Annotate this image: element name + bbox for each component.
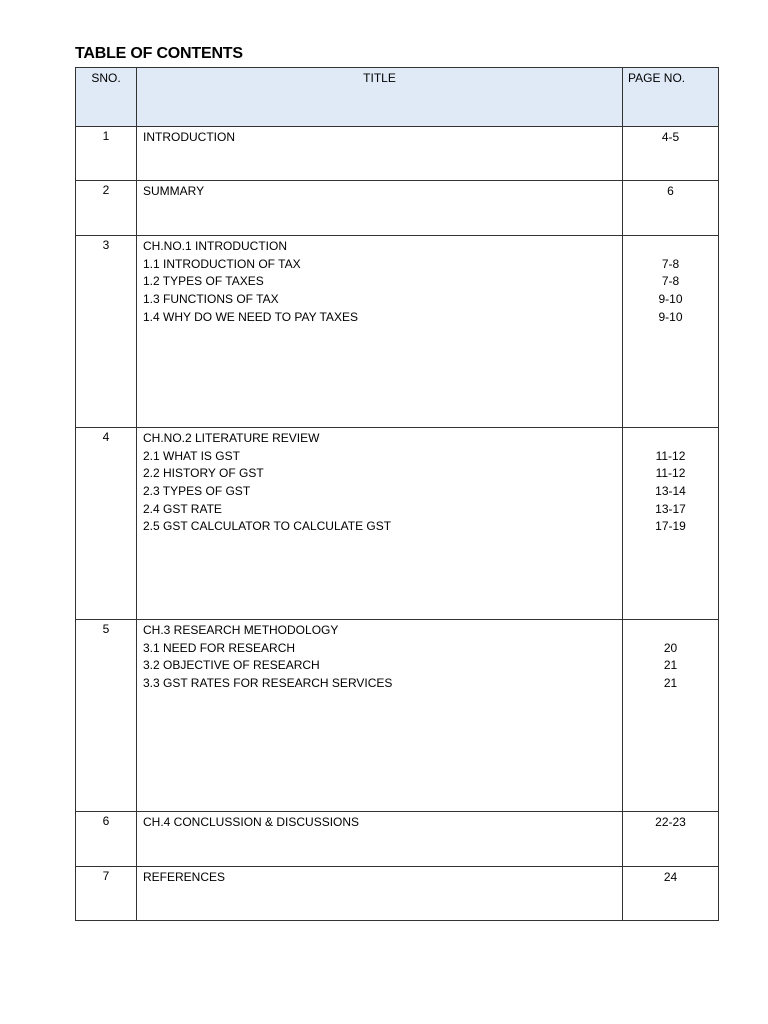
row-title — [137, 236, 623, 428]
entry-title: SUMMARY — [143, 184, 205, 198]
row-sno: 1 — [76, 127, 137, 181]
page-number: 6 — [667, 184, 674, 198]
row-sno: 7 — [76, 867, 137, 921]
page-number: 17-19 — [655, 519, 686, 534]
row-sno: 2 — [76, 181, 137, 236]
row-title — [137, 867, 623, 921]
page-number: 13-14 — [655, 484, 686, 499]
page-number: 11-12 — [655, 466, 686, 481]
row-title — [137, 181, 623, 236]
title-column-header: TITLE — [137, 68, 623, 127]
page-number: 24 — [663, 870, 678, 884]
row-title — [137, 428, 623, 620]
page-column-header: PAGE NO. — [623, 68, 719, 127]
sub-entry-title: 2.1 WHAT IS GST — [143, 448, 240, 463]
page-number: 4-5 — [661, 130, 680, 144]
row-title — [137, 812, 623, 867]
entry-title: REFERENCES — [143, 870, 226, 884]
page-number: 11-12 — [655, 448, 686, 463]
table-row — [76, 620, 719, 812]
row-sno: 3 — [76, 236, 137, 428]
entry-title: CH.4 CONCLUSSION & DISCUSSIONS — [143, 815, 360, 829]
entry-title: CH.3 RESEARCH METHODOLOGY — [143, 623, 339, 637]
entry-title: CH.NO.2 LITERATURE REVIEW — [143, 431, 320, 445]
table-row — [76, 127, 719, 181]
sub-entry-title: 2.4 GST RATE — [143, 501, 222, 516]
table-row — [76, 812, 719, 867]
page-number: 13-17 — [655, 501, 686, 516]
page-number: 22-23 — [655, 815, 686, 829]
table-row — [76, 236, 719, 428]
row-sno: 6 — [76, 812, 137, 867]
row-page — [623, 428, 719, 620]
row-title — [137, 127, 623, 181]
sub-entry-title: 3.1 NEED FOR RESEARCH — [143, 640, 296, 655]
page-number: 21 — [663, 676, 678, 691]
table-row — [76, 867, 719, 921]
row-page — [623, 867, 719, 921]
row-page — [623, 620, 719, 812]
sno-column-header: SNO. — [76, 68, 137, 127]
page-number: 7-8 — [661, 256, 680, 271]
sub-entry-title: 1.4 WHY DO WE NEED TO PAY TAXES — [143, 309, 358, 324]
sub-entry-title: 2.3 TYPES OF GST — [143, 484, 251, 499]
header-row — [76, 68, 719, 127]
sub-entry-title: 3.3 GST RATES FOR RESEARCH SERVICES — [143, 676, 393, 691]
entry-title: INTRODUCTION — [143, 130, 235, 144]
sub-entry-title: 1.3 FUNCTIONS OF TAX — [143, 292, 279, 307]
row-page — [623, 181, 719, 236]
row-page — [623, 812, 719, 867]
page-number: 9-10 — [658, 292, 683, 307]
page-number: 7-8 — [661, 274, 680, 289]
row-page — [623, 127, 719, 181]
sub-entry-title: 3.2 OBJECTIVE OF RESEARCH — [143, 658, 320, 673]
row-sno: 5 — [76, 620, 137, 812]
page-number: 20 — [663, 640, 678, 655]
toc-body — [76, 127, 719, 921]
row-title — [137, 620, 623, 812]
sub-entry-title: 2.5 GST CALCULATOR TO CALCULATE GST — [143, 519, 392, 534]
sub-entry-title: 1.2 TYPES OF TAXES — [143, 274, 264, 289]
table-row — [76, 181, 719, 236]
entry-title: CH.NO.1 INTRODUCTION — [143, 239, 287, 253]
toc-table — [75, 67, 719, 921]
sub-entry-title: 1.1 INTRODUCTION OF TAX — [143, 256, 301, 271]
page-number: 9-10 — [658, 309, 683, 324]
page-number: 21 — [663, 658, 678, 673]
page-title: TABLE OF CONTENTS — [75, 45, 243, 62]
sub-entry-title: 2.2 HISTORY OF GST — [143, 466, 264, 481]
table-row — [76, 428, 719, 620]
row-sno: 4 — [76, 428, 137, 620]
row-page — [623, 236, 719, 428]
